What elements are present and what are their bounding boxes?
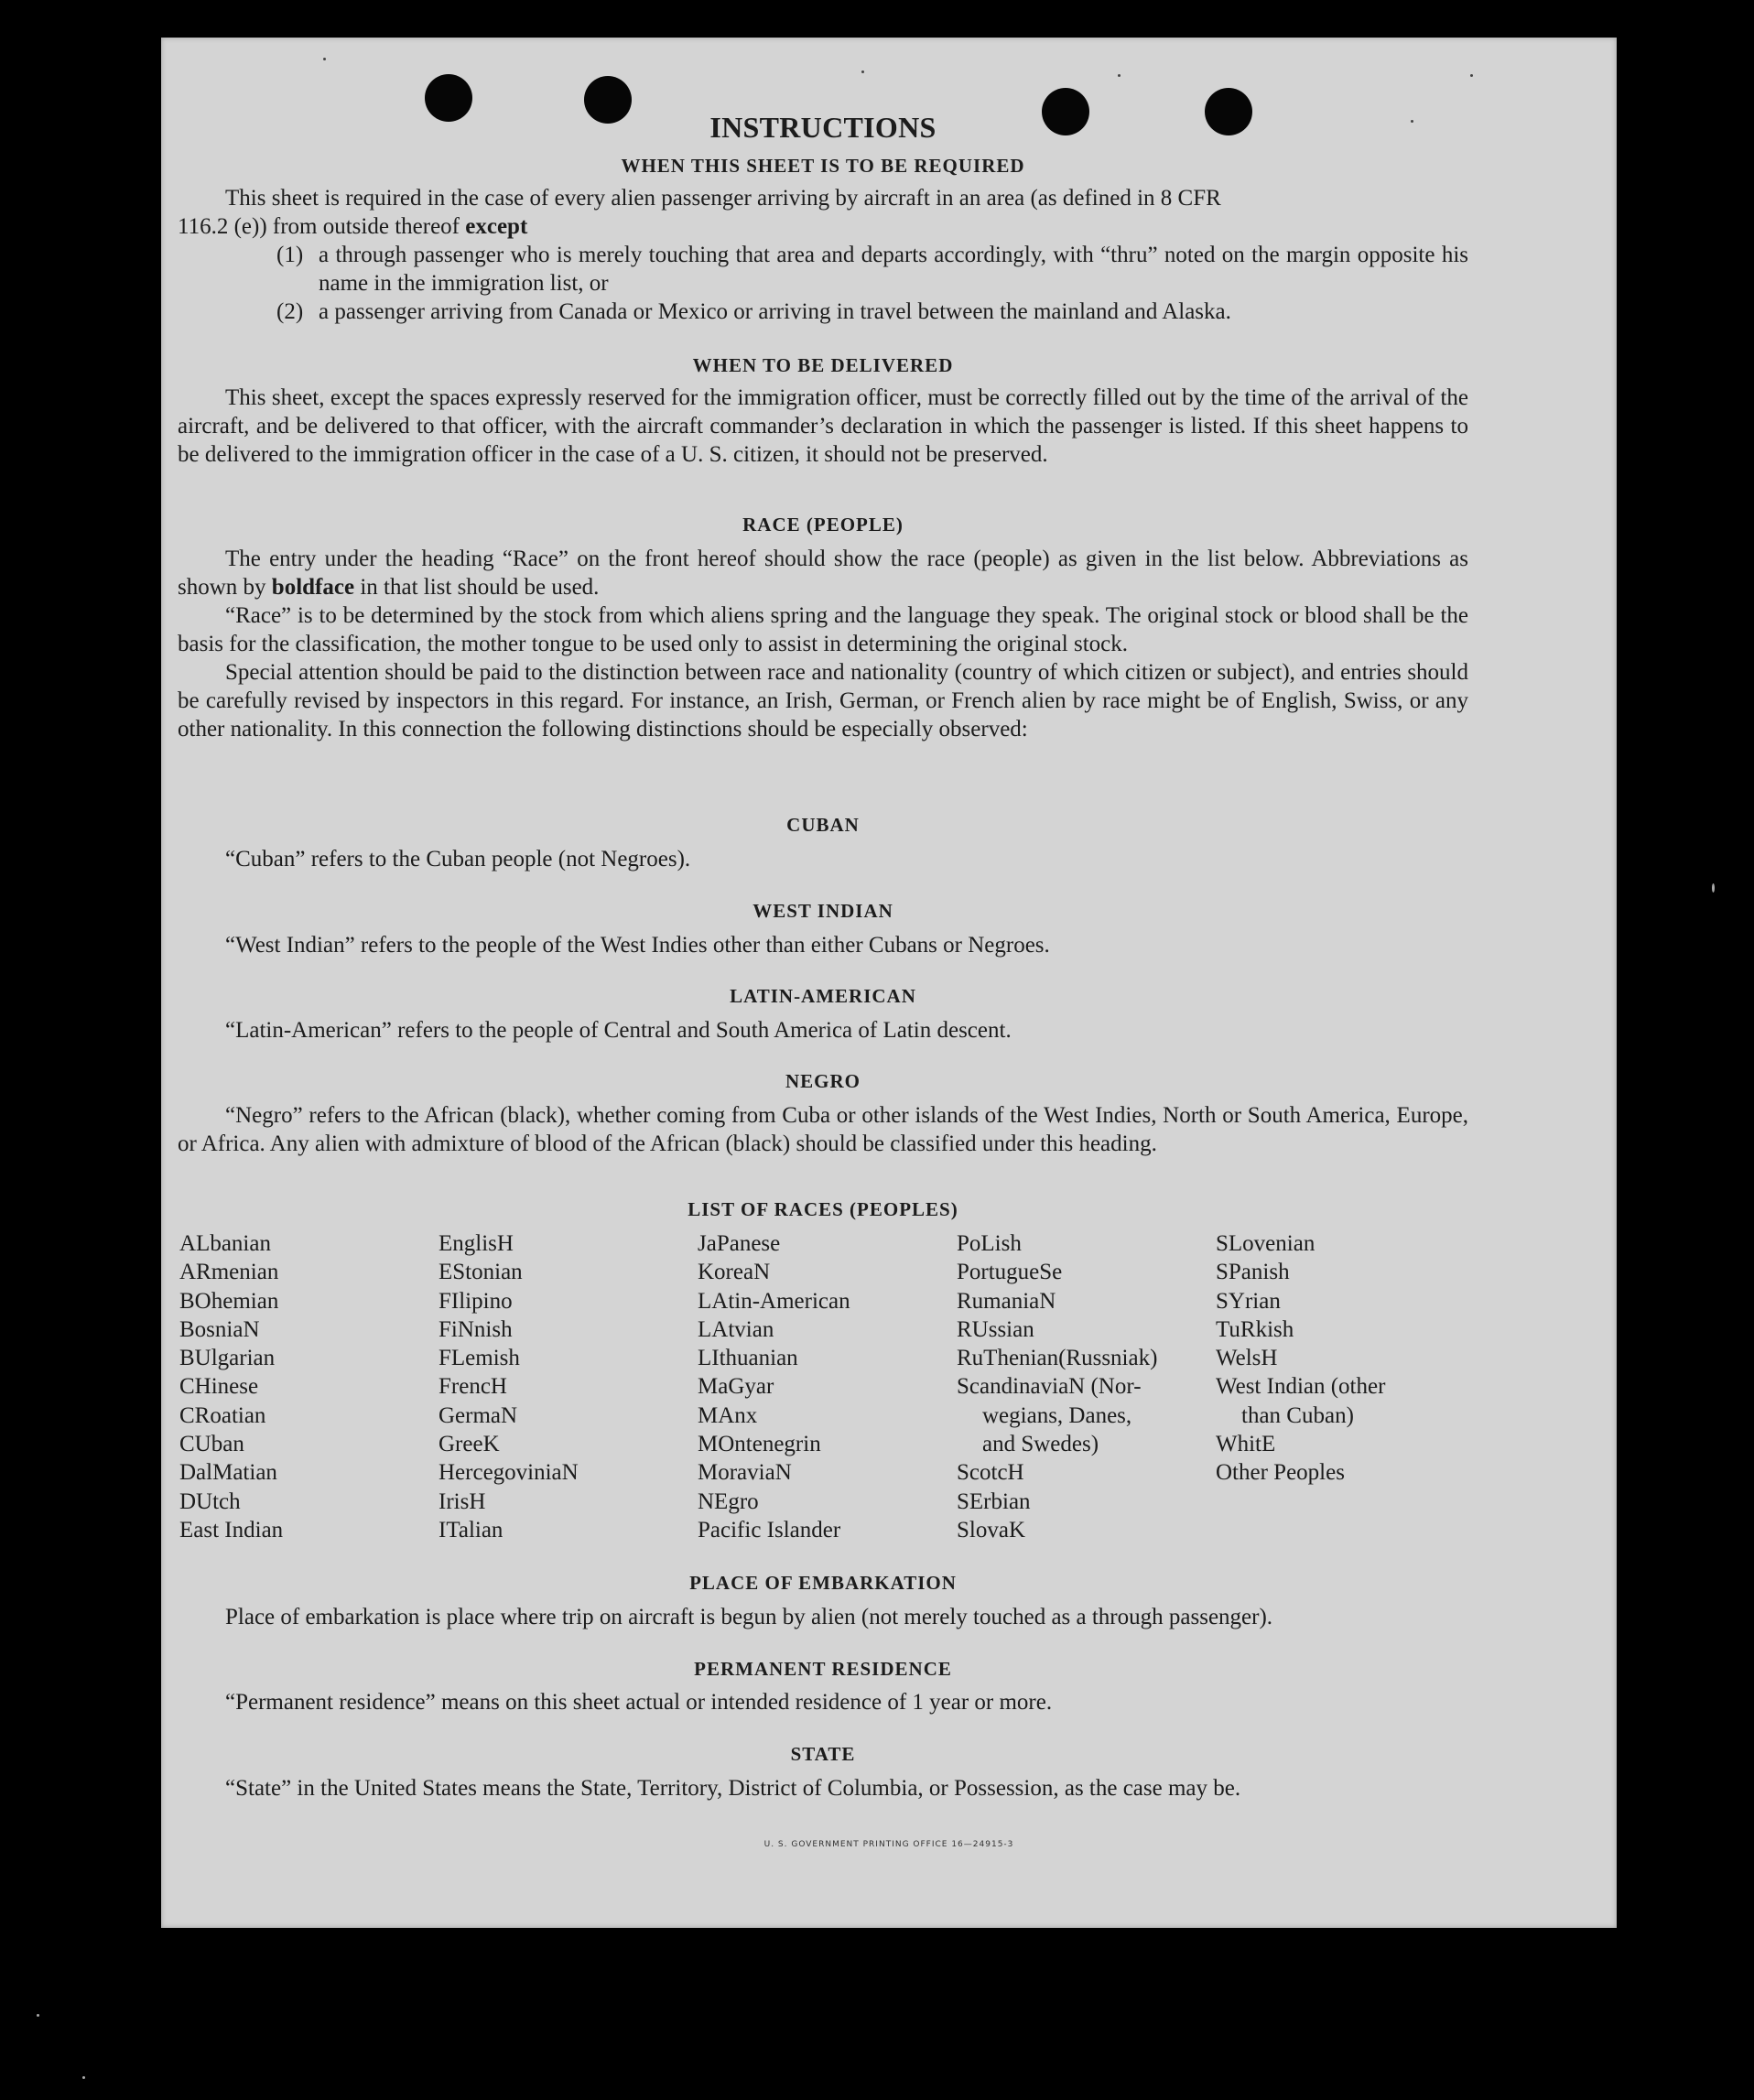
race-item: PoLish: [957, 1231, 1022, 1256]
cuban-heading-wrap: [178, 814, 1468, 837]
embarkation-text: Place of embarkation is place where trip on aircraft is begun by alien (not merely touched as a through passenger).: [225, 1605, 1273, 1629]
race-item: FiNnish: [438, 1316, 513, 1342]
races-column-4: [957, 1229, 1216, 1544]
section-heading-races: LIST OF RACES (PEOPLES): [688, 1198, 958, 1220]
race-p1-bold: boldface: [271, 575, 355, 600]
race-item-continuation: than Cuban): [1241, 1402, 1354, 1428]
latin-heading-wrap: [178, 985, 1468, 1008]
race-item: West Indian (other: [1216, 1374, 1386, 1400]
race-item: EnglisH: [438, 1231, 514, 1256]
races-column-1: [179, 1229, 438, 1544]
item-text: a passenger arriving from Canada or Mexico or arriving in travel between the mainland and Alaska.: [319, 299, 1231, 324]
race-item: NEgro: [698, 1488, 759, 1514]
race-item: GreeK: [438, 1432, 500, 1457]
race-item: BUlgarian: [179, 1346, 276, 1371]
race-item: MOntenegrin: [698, 1432, 821, 1457]
section-delivered-body: [178, 384, 1468, 469]
race-item: MaGyar: [698, 1374, 774, 1400]
negro-text: “Negro” refers to the African (black), whether coming from Cuba or other islands of the West Indies, North or South America, Europe, or Africa. Any alien with admixture of blood of the African (black) should be classified under this heading.: [178, 1103, 1468, 1156]
race-item: BosniaN: [179, 1316, 260, 1342]
required-text-a: This sheet is required in the case of every alien passenger arriving by aircraft in an area (as defined in 8 CFR: [225, 186, 1221, 211]
perm-heading-wrap: [178, 1658, 1468, 1681]
speck: [1118, 74, 1121, 77]
item-number: (2): [276, 299, 304, 324]
race-item: WelsH: [1216, 1346, 1278, 1371]
race-item: KoreaN: [698, 1260, 771, 1285]
title-block: [178, 111, 1468, 145]
race-item: LAtin-American: [698, 1288, 850, 1314]
negro-body: [178, 1101, 1468, 1158]
race-item: SlovaK: [957, 1517, 1025, 1543]
race-item: LIthuanian: [698, 1346, 798, 1371]
race-item: DUtch: [179, 1488, 241, 1514]
race-item: WhitE: [1216, 1432, 1276, 1457]
race-para-3: Special attention should be paid to the distinction between race and nationality (country of which citizen or subject), and entries should be carefully revised by inspectors in this regard. For instance, an Irish, German, or French alien by race might be of English, Swiss, or any other nationality. In this connection the following distinctions should be especially observed:: [178, 660, 1468, 741]
race-item: FrencH: [438, 1374, 507, 1400]
required-except: except: [465, 214, 528, 239]
speck: [323, 58, 326, 60]
exception-item-1: [276, 241, 1468, 298]
race-item: SLovenian: [1216, 1231, 1316, 1256]
item-number: (1): [276, 243, 304, 267]
race-item: Other Peoples: [1216, 1460, 1345, 1486]
race-item: FLemish: [438, 1346, 520, 1371]
section-race-body: [178, 545, 1468, 743]
cuban-text: “Cuban” refers to the Cuban people (not Negroes).: [225, 847, 691, 871]
race-item: Pacific Islander: [698, 1517, 841, 1543]
race-item: MoraviaN: [698, 1460, 792, 1486]
race-item: PortugueSe: [957, 1260, 1063, 1285]
section-heading-permanent-residence: PERMANENT RESIDENCE: [694, 1658, 952, 1680]
race-item: ARmenian: [179, 1260, 279, 1285]
permanent-residence-text: “Permanent residence” means on this sheet actual or intended residence of 1 year or more.: [225, 1690, 1053, 1715]
delivered-para: This sheet, except the spaces expressly reserved for the immigration officer, must be correctly filled out by the time of the arrival of the aircraft, and be delivered to that officer, with the aircraft commander’s declaration in which the passenger is listed. If this sheet happens to be delivered to the immigration officer in the case of a U. S. citizen, it should not be preserved.: [178, 385, 1468, 467]
page-title: INSTRUCTIONS: [709, 111, 937, 144]
race-p1-text-a: The entry under the heading “Race” on the front hereof should show the race (people) as given in the list below. Abbreviations as shown by: [178, 547, 1468, 600]
race-item: ScotcH: [957, 1460, 1024, 1486]
race-item: CUban: [179, 1432, 244, 1457]
race-para-1: [178, 545, 1468, 601]
west-indian-body: [178, 931, 1468, 959]
document-sheet: [161, 38, 1617, 1928]
section-heading-west-indian: WEST INDIAN: [752, 900, 893, 922]
section-required-heading-wrap: [178, 155, 1468, 178]
state-body: [178, 1774, 1468, 1802]
west-indian-text: “West Indian” refers to the people of the West Indies other than either Cubans or Negroes.: [225, 933, 1050, 958]
race-item: CHinese: [179, 1374, 259, 1400]
state-heading-wrap: [178, 1743, 1468, 1766]
required-para-line1: [178, 184, 1468, 212]
latin-body: [178, 1016, 1468, 1045]
section-race-heading-wrap: [178, 514, 1468, 536]
race-item: CRoatian: [179, 1402, 266, 1428]
race-item: MAnx: [698, 1402, 758, 1428]
race-item: ALbanian: [179, 1231, 271, 1256]
races-column-2: [438, 1229, 698, 1544]
cuban-body: [178, 845, 1468, 873]
latin-american-text: “Latin-American” refers to the people of Central and South America of Latin descent.: [225, 1018, 1012, 1043]
race-item: DalMatian: [179, 1460, 277, 1486]
race-item: RUssian: [957, 1316, 1034, 1342]
section-heading-state: STATE: [790, 1743, 856, 1765]
race-item: ScandinaviaN (Nor-: [957, 1374, 1142, 1400]
required-text-b: 116.2 (e)) from outside thereof: [178, 214, 460, 239]
race-item: IrisH: [438, 1488, 486, 1514]
race-item: TuRkish: [1216, 1316, 1294, 1342]
speck: [1712, 883, 1715, 893]
race-item: FIlipino: [438, 1288, 513, 1314]
section-heading-race: RACE (PEOPLE): [742, 514, 904, 536]
embark-heading-wrap: [178, 1572, 1468, 1595]
section-heading-negro: NEGRO: [785, 1070, 861, 1092]
perm-body: [178, 1688, 1468, 1716]
race-item: JaPanese: [698, 1231, 781, 1256]
race-item: SYrian: [1216, 1288, 1281, 1314]
speck: [861, 70, 864, 73]
exception-item-2: [276, 298, 1468, 326]
section-required-body: [178, 184, 1468, 326]
race-item: SPanish: [1216, 1260, 1290, 1285]
race-item: LAtvian: [698, 1316, 774, 1342]
required-para-line2: [178, 212, 1468, 241]
race-item: GermaN: [438, 1402, 518, 1428]
embark-body: [178, 1603, 1468, 1631]
race-item: BOhemian: [179, 1288, 279, 1314]
west-indian-heading-wrap: [178, 900, 1468, 923]
section-heading-latin-american: LATIN-AMERICAN: [730, 985, 916, 1007]
section-delivered-heading-wrap: [178, 354, 1468, 377]
speck: [37, 2014, 39, 2017]
race-item: EStonian: [438, 1260, 523, 1285]
races-column-5: [1216, 1229, 1475, 1544]
speck: [82, 2076, 85, 2079]
speck: [1470, 74, 1473, 77]
item-text: a through passenger who is merely touching that area and departs accordingly, with “thru” noted on the margin opposite his name in the immigration list, or: [319, 243, 1468, 296]
races-list: [179, 1229, 1479, 1544]
races-heading-wrap: [178, 1198, 1468, 1221]
race-para-2: “Race” is to be determined by the stock from which aliens spring and the language they speak. The original stock or blood shall be the basis for the classification, the mother tongue to be used only to assist in determining the original stock.: [178, 603, 1468, 656]
race-item: RumaniaN: [957, 1288, 1056, 1314]
race-item-continuation: wegians, Danes,: [982, 1402, 1132, 1428]
exception-list: [178, 241, 1468, 326]
section-heading-embarkation: PLACE OF EMBARKATION: [689, 1572, 957, 1594]
race-item: HercegoviniaN: [438, 1460, 579, 1486]
section-heading-cuban: CUBAN: [786, 814, 860, 836]
races-column-3: [698, 1229, 957, 1544]
printer-imprint: U. S. GOVERNMENT PRINTING OFFICE 16—24915-3: [763, 1840, 1014, 1849]
race-p1-text-b: in that list should be used.: [360, 575, 600, 600]
section-heading-delivered: WHEN TO BE DELIVERED: [692, 354, 954, 376]
race-item: ITalian: [438, 1517, 503, 1543]
race-item: East Indian: [179, 1517, 284, 1543]
state-text: “State” in the United States means the State, Territory, District of Columbia, or Possession, as the case may be.: [225, 1776, 1241, 1801]
race-item: RuThenian(Russniak): [957, 1346, 1158, 1371]
race-item-continuation: and Swedes): [982, 1432, 1099, 1457]
race-item: SErbian: [957, 1488, 1031, 1514]
section-heading-required: WHEN THIS SHEET IS TO BE REQUIRED: [621, 155, 1025, 177]
negro-heading-wrap: [178, 1070, 1468, 1093]
